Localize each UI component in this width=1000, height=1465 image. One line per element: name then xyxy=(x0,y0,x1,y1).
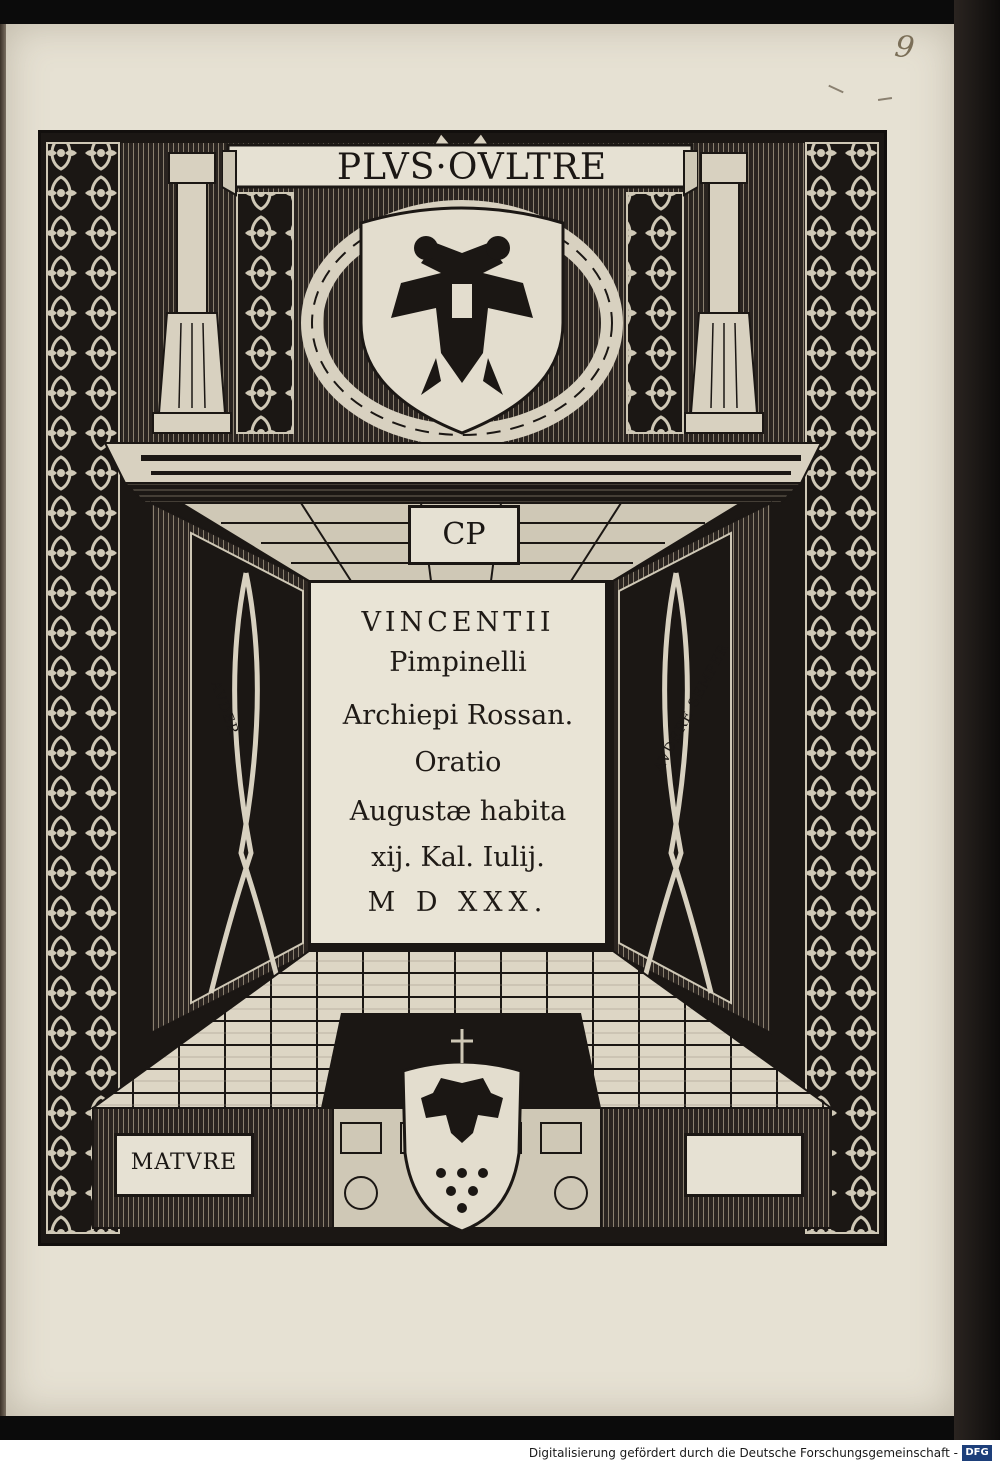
title-office: Archiepi Rossan. xyxy=(342,700,574,731)
title-place: Augustæ habita xyxy=(349,796,567,827)
title-author-first: VINCENTII xyxy=(361,607,555,638)
folio-number: 9 xyxy=(892,28,917,67)
right-ribbon-text: AVDERE SEMPER xyxy=(651,640,733,776)
left-ribbon-text: AVDER xyxy=(207,678,242,738)
right-cartouche xyxy=(684,1133,804,1197)
monogram: CP xyxy=(442,517,486,552)
title-date: xij. Kal. Iulij. xyxy=(371,842,545,873)
left-cartouche-text: MATVRE xyxy=(130,1150,238,1175)
dfg-logo: DFG xyxy=(962,1445,992,1461)
title-author-last: Pimpinelli xyxy=(389,647,527,678)
title-year: M D XXX. xyxy=(367,887,549,918)
title-work: Oratio xyxy=(414,747,502,778)
binding-shadow xyxy=(954,0,1000,1440)
motto-text: PLVS·OVLTRE xyxy=(336,147,608,188)
footer-credit: Digitalisierung gefördert durch die Deutsche Forschungsgemeinschaft - xyxy=(528,1446,958,1460)
